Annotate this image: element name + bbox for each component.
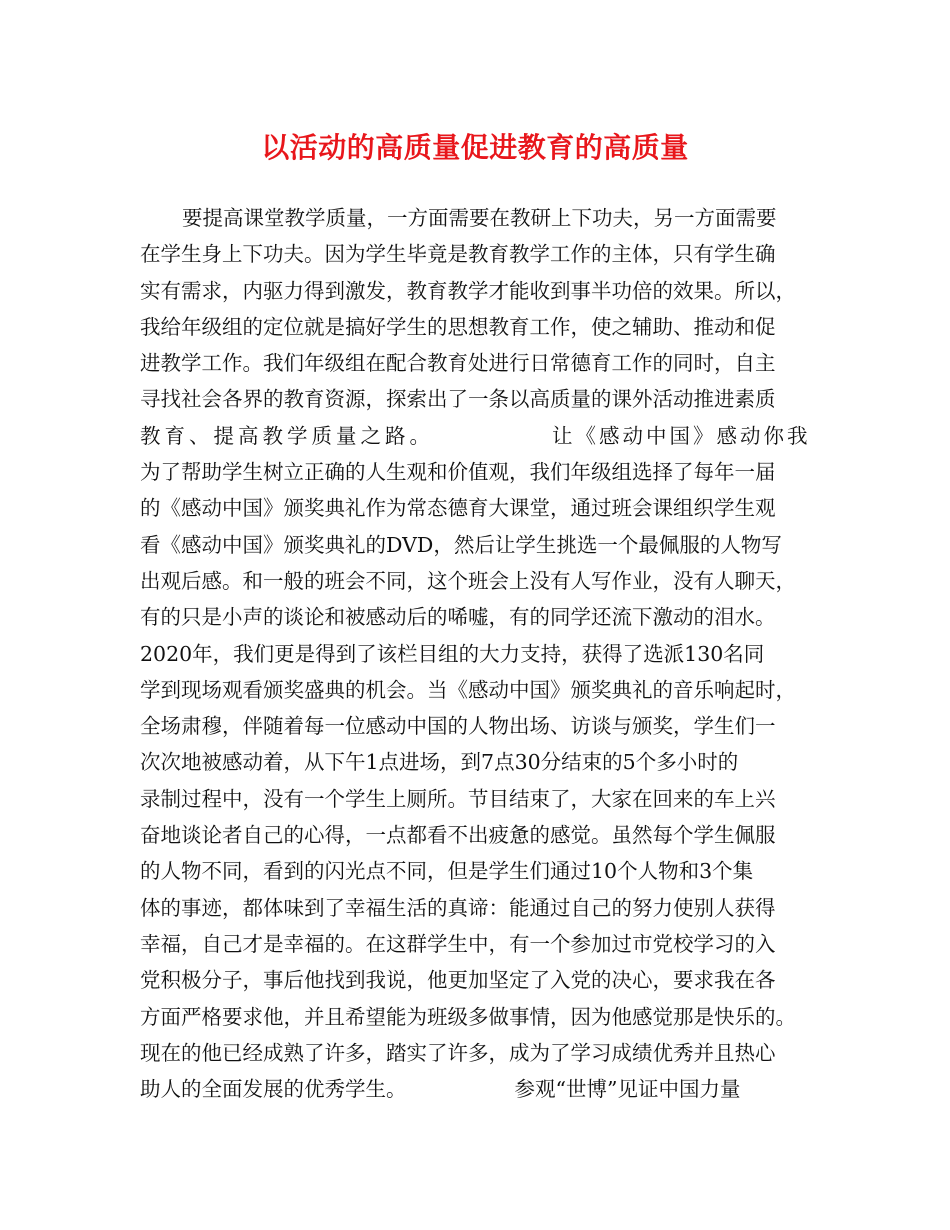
body-line: 出观后感。和一般的班会不同，这个班会上没有人写作业，没有人聊天， [140,568,796,593]
body-line: 奋地谈论者自己的心得，一点都看不出疲惫的感觉。虽然每个学生佩服 [140,823,776,848]
body-line: 2020年，我们更是得到了该栏目组的大力支持，获得了选派130名同 [140,641,765,666]
body-line: 方面严格要求他，并且希望能为班级多做事情，因为他感觉那是快乐的。 [140,1004,796,1029]
section-heading: 参观“世博”见证中国力量 [514,1077,741,1102]
document-title: 以活动的高质量促进教育的高质量 [261,131,689,164]
body-line: 在学生身上下功夫。因为学生毕竟是教育教学工作的主体，只有学生确 [140,242,776,267]
body-line: 党积极分子，事后他找到我说，他更加坚定了入党的决心，要求我在各 [140,968,776,993]
body-line: 幸福，自己才是幸福的。在这群学生中，有一个参加过市党校学习的入 [140,931,776,956]
body-line: 寻找社会各界的教育资源，探索出了一条以高质量的课外活动推进素质 [140,387,776,412]
body-line: 录制过程中，没有一个学生上厕所。节目结束了，大家在回来的车上兴 [140,786,776,811]
body-line-segment: 教育、提高教学质量之路。 [140,423,434,448]
body-line: 实有需求，内驱力得到激发，教育教学才能收到事半功倍的效果。所以， [140,278,796,303]
body-line: 的《感动中国》颁奖典礼作为常态德育大课堂，通过班会课组织学生观 [140,496,776,521]
body-line: 为了帮助学生树立正确的人生观和价值观，我们年级组选择了每年一届 [140,460,776,485]
body-line: 看《感动中国》颁奖典礼的DVD，然后让学生挑选一个最佩服的人物写 [140,532,782,557]
body-line: 学到现场观看颁奖盛典的机会。当《感动中国》颁奖典礼的音乐响起时， [140,677,796,702]
body-line: 我给年级组的定位就是搞好学生的思想教育工作，使之辅助、推动和促 [140,314,776,339]
body-line: 体的事迹，都体味到了幸福生活的真谛：能通过自己的努力使别人获得 [140,895,776,920]
body-line: 要提高课堂教学质量，一方面需要在教研上下功夫，另一方面需要 [182,206,777,230]
body-line-segment: 助人的全面发展的优秀学生。 [140,1077,407,1102]
document-body [140,200,820,1107]
section-heading: 让《感动中国》感动你我 [552,423,811,448]
body-line-with-heading [140,1071,820,1107]
body-line: 进教学工作。我们年级组在配合教育处进行日常德育工作的同时，自主 [140,351,776,376]
body-line-with-heading [140,418,820,454]
body-line: 现在的他已经成熟了许多，踏实了许多，成为了学习成绩优秀并且热心 [140,1040,776,1065]
body-line: 的人物不同，看到的闪光点不同，但是学生们通过10个人物和3个集 [140,859,754,884]
body-line: 有的只是小声的谈论和被感动后的唏嘘，有的同学还流下激动的泪水。 [140,605,776,630]
body-line: 全场肃穆，伴随着每一位感动中国的人物出场、访谈与颁奖，学生们一 [140,714,776,739]
body-line: 次次地被感动着，从下午1点进场，到7点30分结束的5个多小时的 [140,750,739,775]
